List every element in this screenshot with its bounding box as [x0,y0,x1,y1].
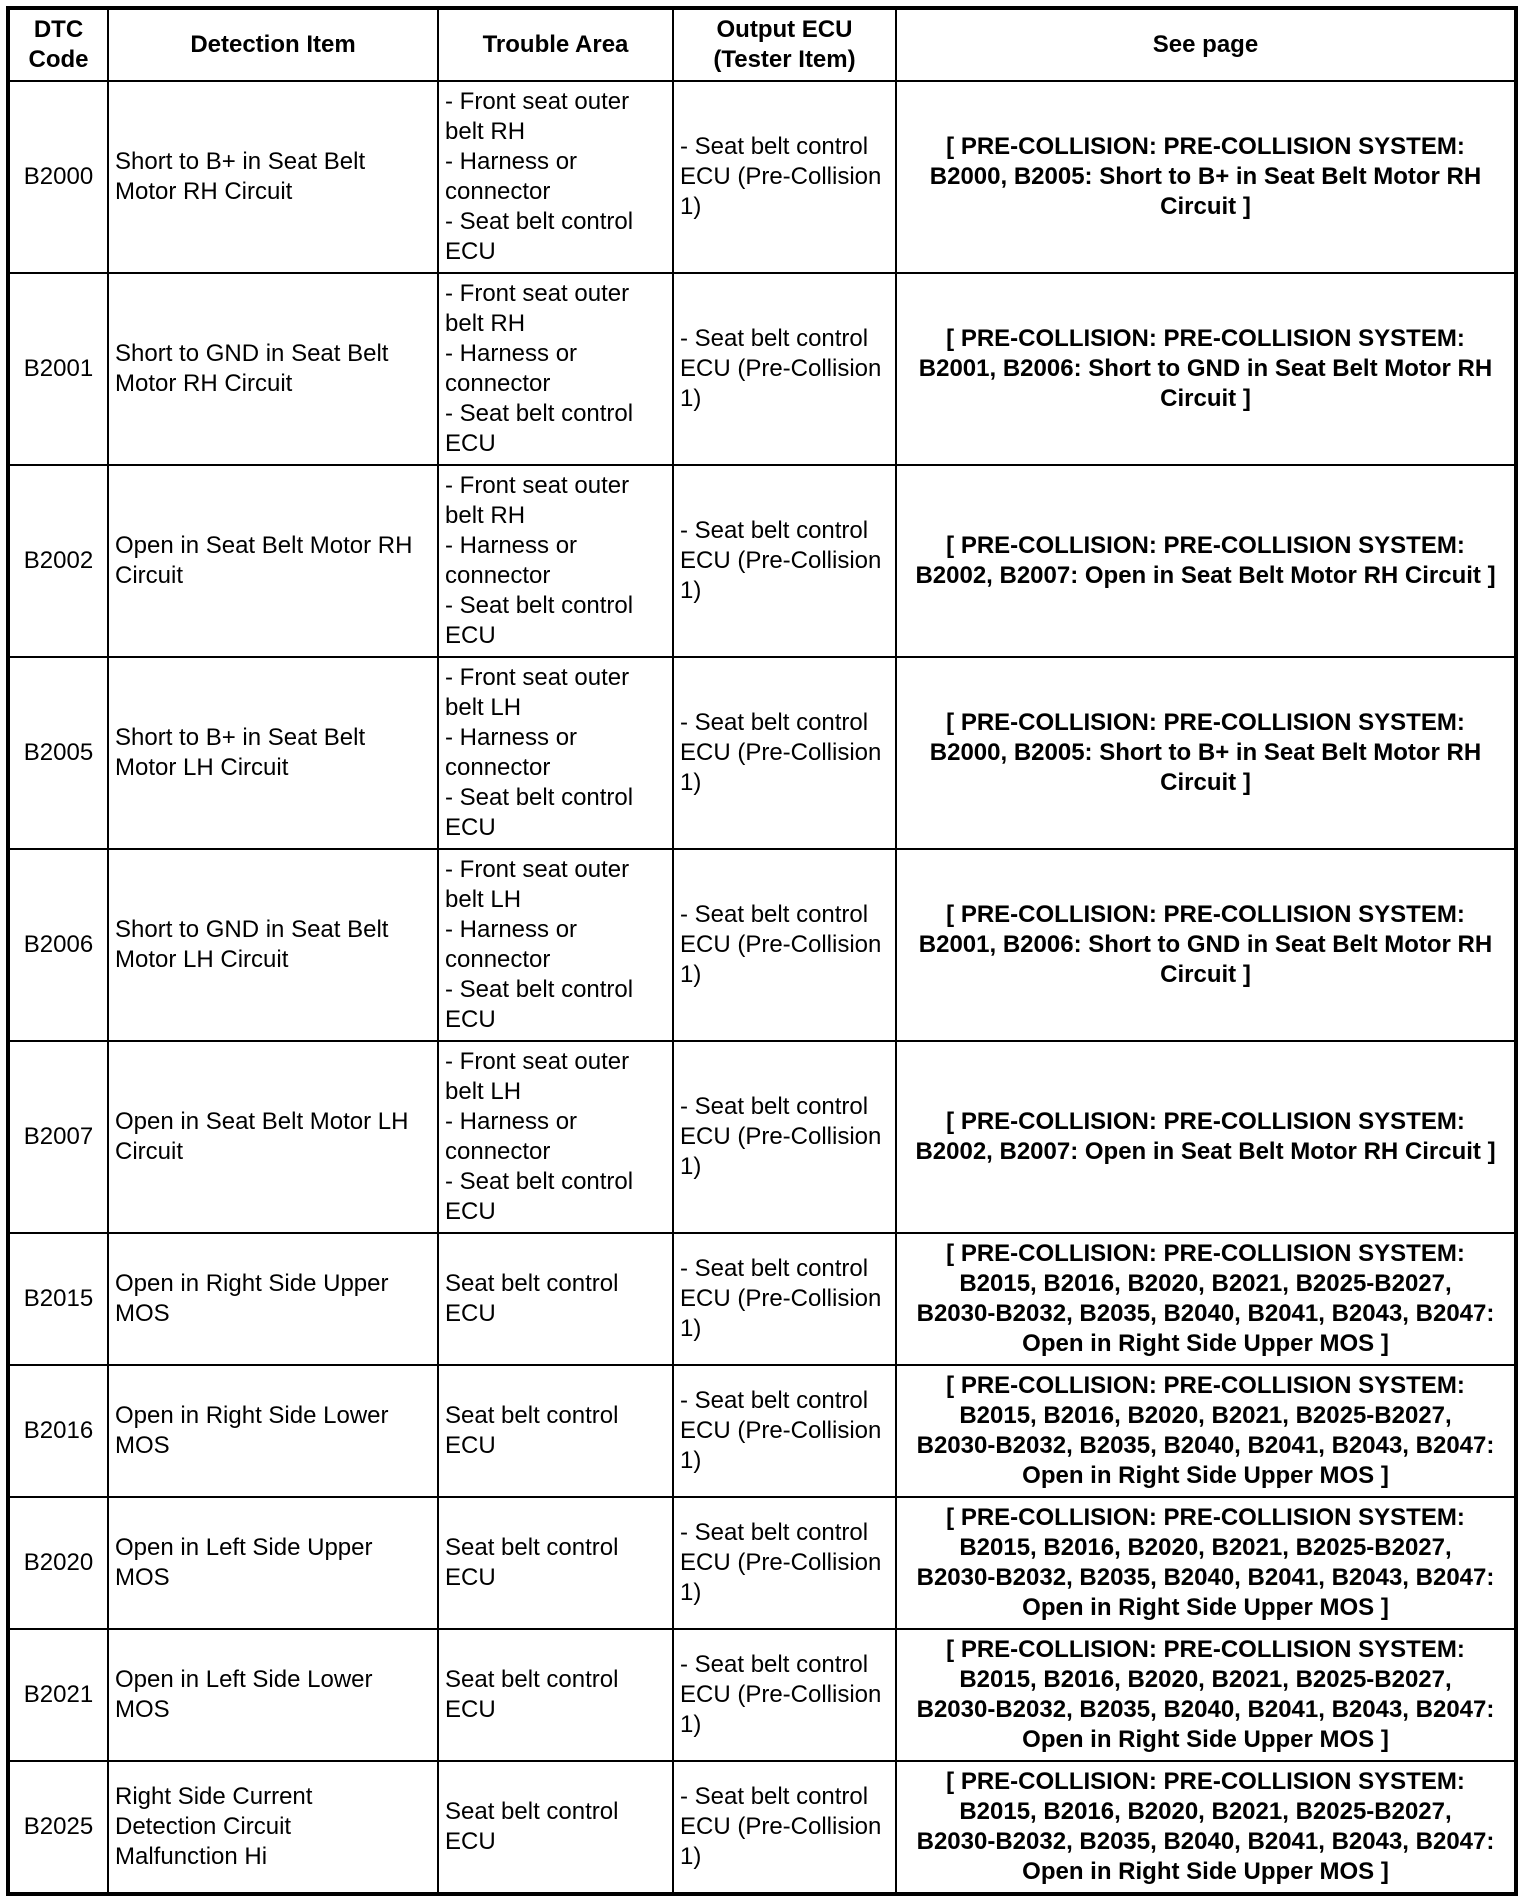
trouble-area-cell [438,1365,673,1497]
see-page-link-line: [ PRE-COLLISION: PRE-COLLISION SYSTEM: [946,1372,1465,1399]
detection-item-cell-line: Circuit [115,562,184,589]
table-row [8,81,1516,273]
output-ecu-cell [673,1233,896,1365]
output-ecu-cell-line: - Seat belt control [680,901,869,928]
header-output-ecu-line: Output ECU [716,16,853,43]
header-dtc-code-line: DTC [33,16,84,43]
trouble-area-cell-line: connector [445,178,551,205]
output-ecu-cell-line: ECU (Pre-Collision [680,739,882,766]
table-row [8,1365,1516,1497]
trouble-area-cell [438,273,673,465]
output-ecu-cell-line: ECU (Pre-Collision [680,1417,882,1444]
trouble-area-cell [438,81,673,273]
trouble-area-cell [438,1233,673,1365]
detection-item-cell [108,1629,438,1761]
see-page-link-line: B2015, B2016, B2020, B2021, B2025-B2027, [959,1666,1452,1693]
see-page-link-line: B2030-B2032, B2035, B2040, B2041, B2043, B2047: [916,1564,1495,1591]
trouble-area-cell-line: Seat belt control [445,1534,619,1561]
trouble-area-cell-line: connector [445,562,551,589]
see-page-link-line: [ PRE-COLLISION: PRE-COLLISION SYSTEM: [946,325,1465,352]
table-row [8,1497,1516,1629]
output-ecu-cell [673,465,896,657]
detection-item-cell [108,1233,438,1365]
trouble-area-cell-line: ECU [445,238,496,265]
see-page-link-line: Open in Right Side Upper MOS ] [1022,1858,1389,1885]
trouble-area-cell-line: ECU [445,1300,496,1327]
trouble-area-cell-line: - Seat belt control [445,208,634,235]
see-page-link-line: [ PRE-COLLISION: PRE-COLLISION SYSTEM: [946,532,1465,559]
output-ecu-cell-line: 1) [680,1843,702,1870]
output-ecu-cell-line: 1) [680,1315,702,1342]
dtc-code-cell: B2021 [8,1629,108,1761]
output-ecu-cell-line: 1) [680,577,702,604]
detection-item-cell-line: MOS [115,1696,170,1723]
output-ecu-cell [673,1761,896,1894]
trouble-area-cell [438,465,673,657]
see-page-link[interactable] [896,849,1516,1041]
detection-item-cell [108,657,438,849]
header-dtc-code [8,8,108,81]
dtc-code-cell: B2025 [8,1761,108,1894]
see-page-link[interactable] [896,1761,1516,1894]
detection-item-cell-line: Open in Right Side Lower [115,1402,389,1429]
detection-item-cell [108,849,438,1041]
table-row [8,1761,1516,1894]
see-page-link-line: [ PRE-COLLISION: PRE-COLLISION SYSTEM: [946,1636,1465,1663]
trouble-area-cell-line: Seat belt control [445,1666,619,1693]
trouble-area-cell-line: belt LH [445,886,522,913]
see-page-link-line: [ PRE-COLLISION: PRE-COLLISION SYSTEM: [946,709,1465,736]
output-ecu-cell-line: 1) [680,193,702,220]
trouble-area-cell-line: - Harness or [445,148,578,175]
see-page-link-line: Open in Right Side Upper MOS ] [1022,1726,1389,1753]
output-ecu-cell-line: - Seat belt control [680,1255,869,1282]
see-page-link-line: Circuit ] [1160,961,1251,988]
trouble-area-cell-line: connector [445,1138,551,1165]
table-row [8,849,1516,1041]
detection-item-cell-line: Short to GND in Seat Belt [115,340,389,367]
see-page-link-line: [ PRE-COLLISION: PRE-COLLISION SYSTEM: [946,1108,1465,1135]
output-ecu-cell-line: 1) [680,1447,702,1474]
see-page-link-line: [ PRE-COLLISION: PRE-COLLISION SYSTEM: [946,133,1465,160]
see-page-link-line: B2001, B2006: Short to GND in Seat Belt Motor RH [918,931,1493,958]
detection-item-cell-line: Open in Left Side Lower [115,1666,373,1693]
table-row [8,1629,1516,1761]
trouble-area-cell-line: belt RH [445,310,526,337]
trouble-area-cell-line: - Front seat outer [445,1048,630,1075]
dtc-code-cell: B2015 [8,1233,108,1365]
see-page-link-line: B2000, B2005: Short to B+ in Seat Belt Motor RH [929,163,1482,190]
see-page-link[interactable] [896,1233,1516,1365]
output-ecu-cell-line: - Seat belt control [680,709,869,736]
trouble-area-cell-line: connector [445,754,551,781]
trouble-area-cell-line: belt RH [445,502,526,529]
see-page-link-line: Open in Right Side Upper MOS ] [1022,1330,1389,1357]
detection-item-cell-line: MOS [115,1564,170,1591]
trouble-area-cell-line: - Seat belt control [445,400,634,427]
output-ecu-cell-line: - Seat belt control [680,325,869,352]
see-page-link[interactable] [896,465,1516,657]
trouble-area-cell-line: ECU [445,1564,496,1591]
trouble-area-cell [438,1497,673,1629]
see-page-link-line: B2000, B2005: Short to B+ in Seat Belt Motor RH [929,739,1482,766]
detection-item-cell-line: Open in Right Side Upper [115,1270,389,1297]
output-ecu-cell-line: 1) [680,1579,702,1606]
output-ecu-cell-line: - Seat belt control [680,1519,869,1546]
trouble-area-cell-line: connector [445,370,551,397]
table-row [8,465,1516,657]
header-dtc-code-line: Code [28,46,89,73]
detection-item-cell [108,1761,438,1894]
detection-item-cell-line: Motor RH Circuit [115,178,293,205]
see-page-link[interactable] [896,1497,1516,1629]
output-ecu-cell-line: - Seat belt control [680,1387,869,1414]
output-ecu-cell [673,1629,896,1761]
dtc-code-cell: B2020 [8,1497,108,1629]
detection-item-cell [108,1497,438,1629]
trouble-area-cell-line: belt LH [445,694,522,721]
trouble-area-cell-line: belt LH [445,1078,522,1105]
detection-item-cell [108,81,438,273]
output-ecu-cell-line: - Seat belt control [680,1651,869,1678]
output-ecu-cell-line: - Seat belt control [680,517,869,544]
detection-item-cell [108,1041,438,1233]
trouble-area-cell-line: ECU [445,1828,496,1855]
output-ecu-cell-line: ECU (Pre-Collision [680,931,882,958]
table-row [8,1233,1516,1365]
see-page-link-line: B2002, B2007: Open in Seat Belt Motor RH Circuit ] [915,1138,1496,1165]
detection-item-cell-line: Short to GND in Seat Belt [115,916,389,943]
trouble-area-cell [438,849,673,1041]
output-ecu-cell-line: 1) [680,961,702,988]
trouble-area-cell [438,1629,673,1761]
output-ecu-cell [673,273,896,465]
output-ecu-cell-line: ECU (Pre-Collision [680,1813,882,1840]
see-page-link[interactable] [896,1041,1516,1233]
see-page-link[interactable] [896,657,1516,849]
trouble-area-cell-line: ECU [445,430,496,457]
output-ecu-cell [673,1041,896,1233]
output-ecu-cell-line: - Seat belt control [680,1093,869,1120]
trouble-area-cell-line: - Seat belt control [445,1168,634,1195]
see-page-link-line: B2015, B2016, B2020, B2021, B2025-B2027, [959,1402,1452,1429]
detection-item-cell-line: Motor LH Circuit [115,946,289,973]
output-ecu-cell-line: ECU (Pre-Collision [680,355,882,382]
see-page-link[interactable] [896,81,1516,273]
detection-item-cell-line: Open in Seat Belt Motor RH [115,532,413,559]
trouble-area-cell-line: - Harness or [445,340,578,367]
trouble-area-cell-line: - Front seat outer [445,664,630,691]
trouble-area-cell [438,1761,673,1894]
dtc-code-cell: B2005 [8,657,108,849]
dtc-table [6,6,1518,1896]
see-page-link-line: B2030-B2032, B2035, B2040, B2041, B2043, B2047: [916,1696,1495,1723]
dtc-table-container [6,6,1514,1896]
trouble-area-cell-line: - Front seat outer [445,856,630,883]
see-page-link-line: [ PRE-COLLISION: PRE-COLLISION SYSTEM: [946,1768,1465,1795]
see-page-link-line: [ PRE-COLLISION: PRE-COLLISION SYSTEM: [946,1240,1465,1267]
output-ecu-cell-line: ECU (Pre-Collision [680,1285,882,1312]
see-page-link[interactable] [896,273,1516,465]
trouble-area-cell [438,657,673,849]
see-page-link-line: B2015, B2016, B2020, B2021, B2025-B2027, [959,1270,1452,1297]
trouble-area-cell-line: ECU [445,814,496,841]
trouble-area-cell-line: - Front seat outer [445,280,630,307]
table-row [8,1041,1516,1233]
header-row [8,8,1516,81]
trouble-area-cell-line: ECU [445,1198,496,1225]
see-page-link-line: B2015, B2016, B2020, B2021, B2025-B2027, [959,1798,1452,1825]
detection-item-cell-line: Detection Circuit [115,1813,292,1840]
detection-item-cell-line: MOS [115,1300,170,1327]
see-page-link-line: B2015, B2016, B2020, B2021, B2025-B2027, [959,1534,1452,1561]
table-row [8,657,1516,849]
trouble-area-cell-line: - Front seat outer [445,472,630,499]
output-ecu-cell-line: ECU (Pre-Collision [680,547,882,574]
detection-item-cell-line: Malfunction Hi [115,1843,268,1870]
trouble-area-cell-line: - Seat belt control [445,976,634,1003]
see-page-link-line: B2030-B2032, B2035, B2040, B2041, B2043, B2047: [916,1300,1495,1327]
dtc-code-cell: B2002 [8,465,108,657]
see-page-link-line: Open in Right Side Upper MOS ] [1022,1462,1389,1489]
detection-item-cell [108,1365,438,1497]
output-ecu-cell-line: - Seat belt control [680,1783,869,1810]
trouble-area-cell-line: - Harness or [445,532,578,559]
see-page-link-line: Open in Right Side Upper MOS ] [1022,1594,1389,1621]
header-trouble-area: Trouble Area [438,8,673,81]
trouble-area-cell-line: - Harness or [445,724,578,751]
see-page-link-line: B2001, B2006: Short to GND in Seat Belt Motor RH [918,355,1493,382]
see-page-link-line: Circuit ] [1160,193,1251,220]
header-output-ecu [673,8,896,81]
see-page-link-line: B2030-B2032, B2035, B2040, B2041, B2043, B2047: [916,1828,1495,1855]
trouble-area-cell-line: belt RH [445,118,526,145]
table-row [8,273,1516,465]
header-see-page: See page [896,8,1516,81]
detection-item-cell [108,273,438,465]
trouble-area-cell-line: ECU [445,1696,496,1723]
output-ecu-cell [673,657,896,849]
dtc-code-cell: B2001 [8,273,108,465]
detection-item-cell-line: Open in Left Side Upper [115,1534,373,1561]
output-ecu-cell-line: ECU (Pre-Collision [680,1549,882,1576]
see-page-link-line: B2002, B2007: Open in Seat Belt Motor RH Circuit ] [915,562,1496,589]
output-ecu-cell-line: 1) [680,769,702,796]
trouble-area-cell-line: ECU [445,622,496,649]
detection-item-cell-line: Short to B+ in Seat Belt [115,724,366,751]
output-ecu-cell-line: - Seat belt control [680,133,869,160]
see-page-link[interactable] [896,1365,1516,1497]
trouble-area-cell [438,1041,673,1233]
detection-item-cell-line: MOS [115,1432,170,1459]
dtc-code-cell: B2007 [8,1041,108,1233]
detection-item-cell-line: Open in Seat Belt Motor LH [115,1108,409,1135]
detection-item-cell-line: Right Side Current [115,1783,313,1810]
output-ecu-cell-line: ECU (Pre-Collision [680,1123,882,1150]
see-page-link-line: Circuit ] [1160,769,1251,796]
output-ecu-cell [673,849,896,1041]
trouble-area-cell-line: - Harness or [445,1108,578,1135]
output-ecu-cell-line: 1) [680,1153,702,1180]
dtc-code-cell: B2000 [8,81,108,273]
see-page-link-line: [ PRE-COLLISION: PRE-COLLISION SYSTEM: [946,1504,1465,1531]
detection-item-cell-line: Motor RH Circuit [115,370,293,397]
trouble-area-cell-line: - Front seat outer [445,88,630,115]
header-detection-item: Detection Item [108,8,438,81]
detection-item-cell [108,465,438,657]
dtc-table-body [8,81,1516,1894]
output-ecu-cell [673,1497,896,1629]
trouble-area-cell-line: Seat belt control [445,1402,619,1429]
dtc-code-cell: B2006 [8,849,108,1041]
see-page-link-line: Circuit ] [1160,385,1251,412]
detection-item-cell-line: Circuit [115,1138,184,1165]
output-ecu-cell [673,81,896,273]
output-ecu-cell-line: ECU (Pre-Collision [680,163,882,190]
trouble-area-cell-line: - Harness or [445,916,578,943]
output-ecu-cell-line: 1) [680,385,702,412]
see-page-link[interactable] [896,1629,1516,1761]
trouble-area-cell-line: Seat belt control [445,1798,619,1825]
dtc-code-cell: B2016 [8,1365,108,1497]
trouble-area-cell-line: connector [445,946,551,973]
see-page-link-line: [ PRE-COLLISION: PRE-COLLISION SYSTEM: [946,901,1465,928]
trouble-area-cell-line: Seat belt control [445,1270,619,1297]
trouble-area-cell-line: ECU [445,1006,496,1033]
see-page-link-line: B2030-B2032, B2035, B2040, B2041, B2043, B2047: [916,1432,1495,1459]
detection-item-cell-line: Motor LH Circuit [115,754,289,781]
trouble-area-cell-line: - Seat belt control [445,784,634,811]
output-ecu-cell-line: ECU (Pre-Collision [680,1681,882,1708]
detection-item-cell-line: Short to B+ in Seat Belt [115,148,366,175]
trouble-area-cell-line: - Seat belt control [445,592,634,619]
header-output-ecu-line: (Tester Item) [713,46,856,73]
output-ecu-cell [673,1365,896,1497]
output-ecu-cell-line: 1) [680,1711,702,1738]
trouble-area-cell-line: ECU [445,1432,496,1459]
